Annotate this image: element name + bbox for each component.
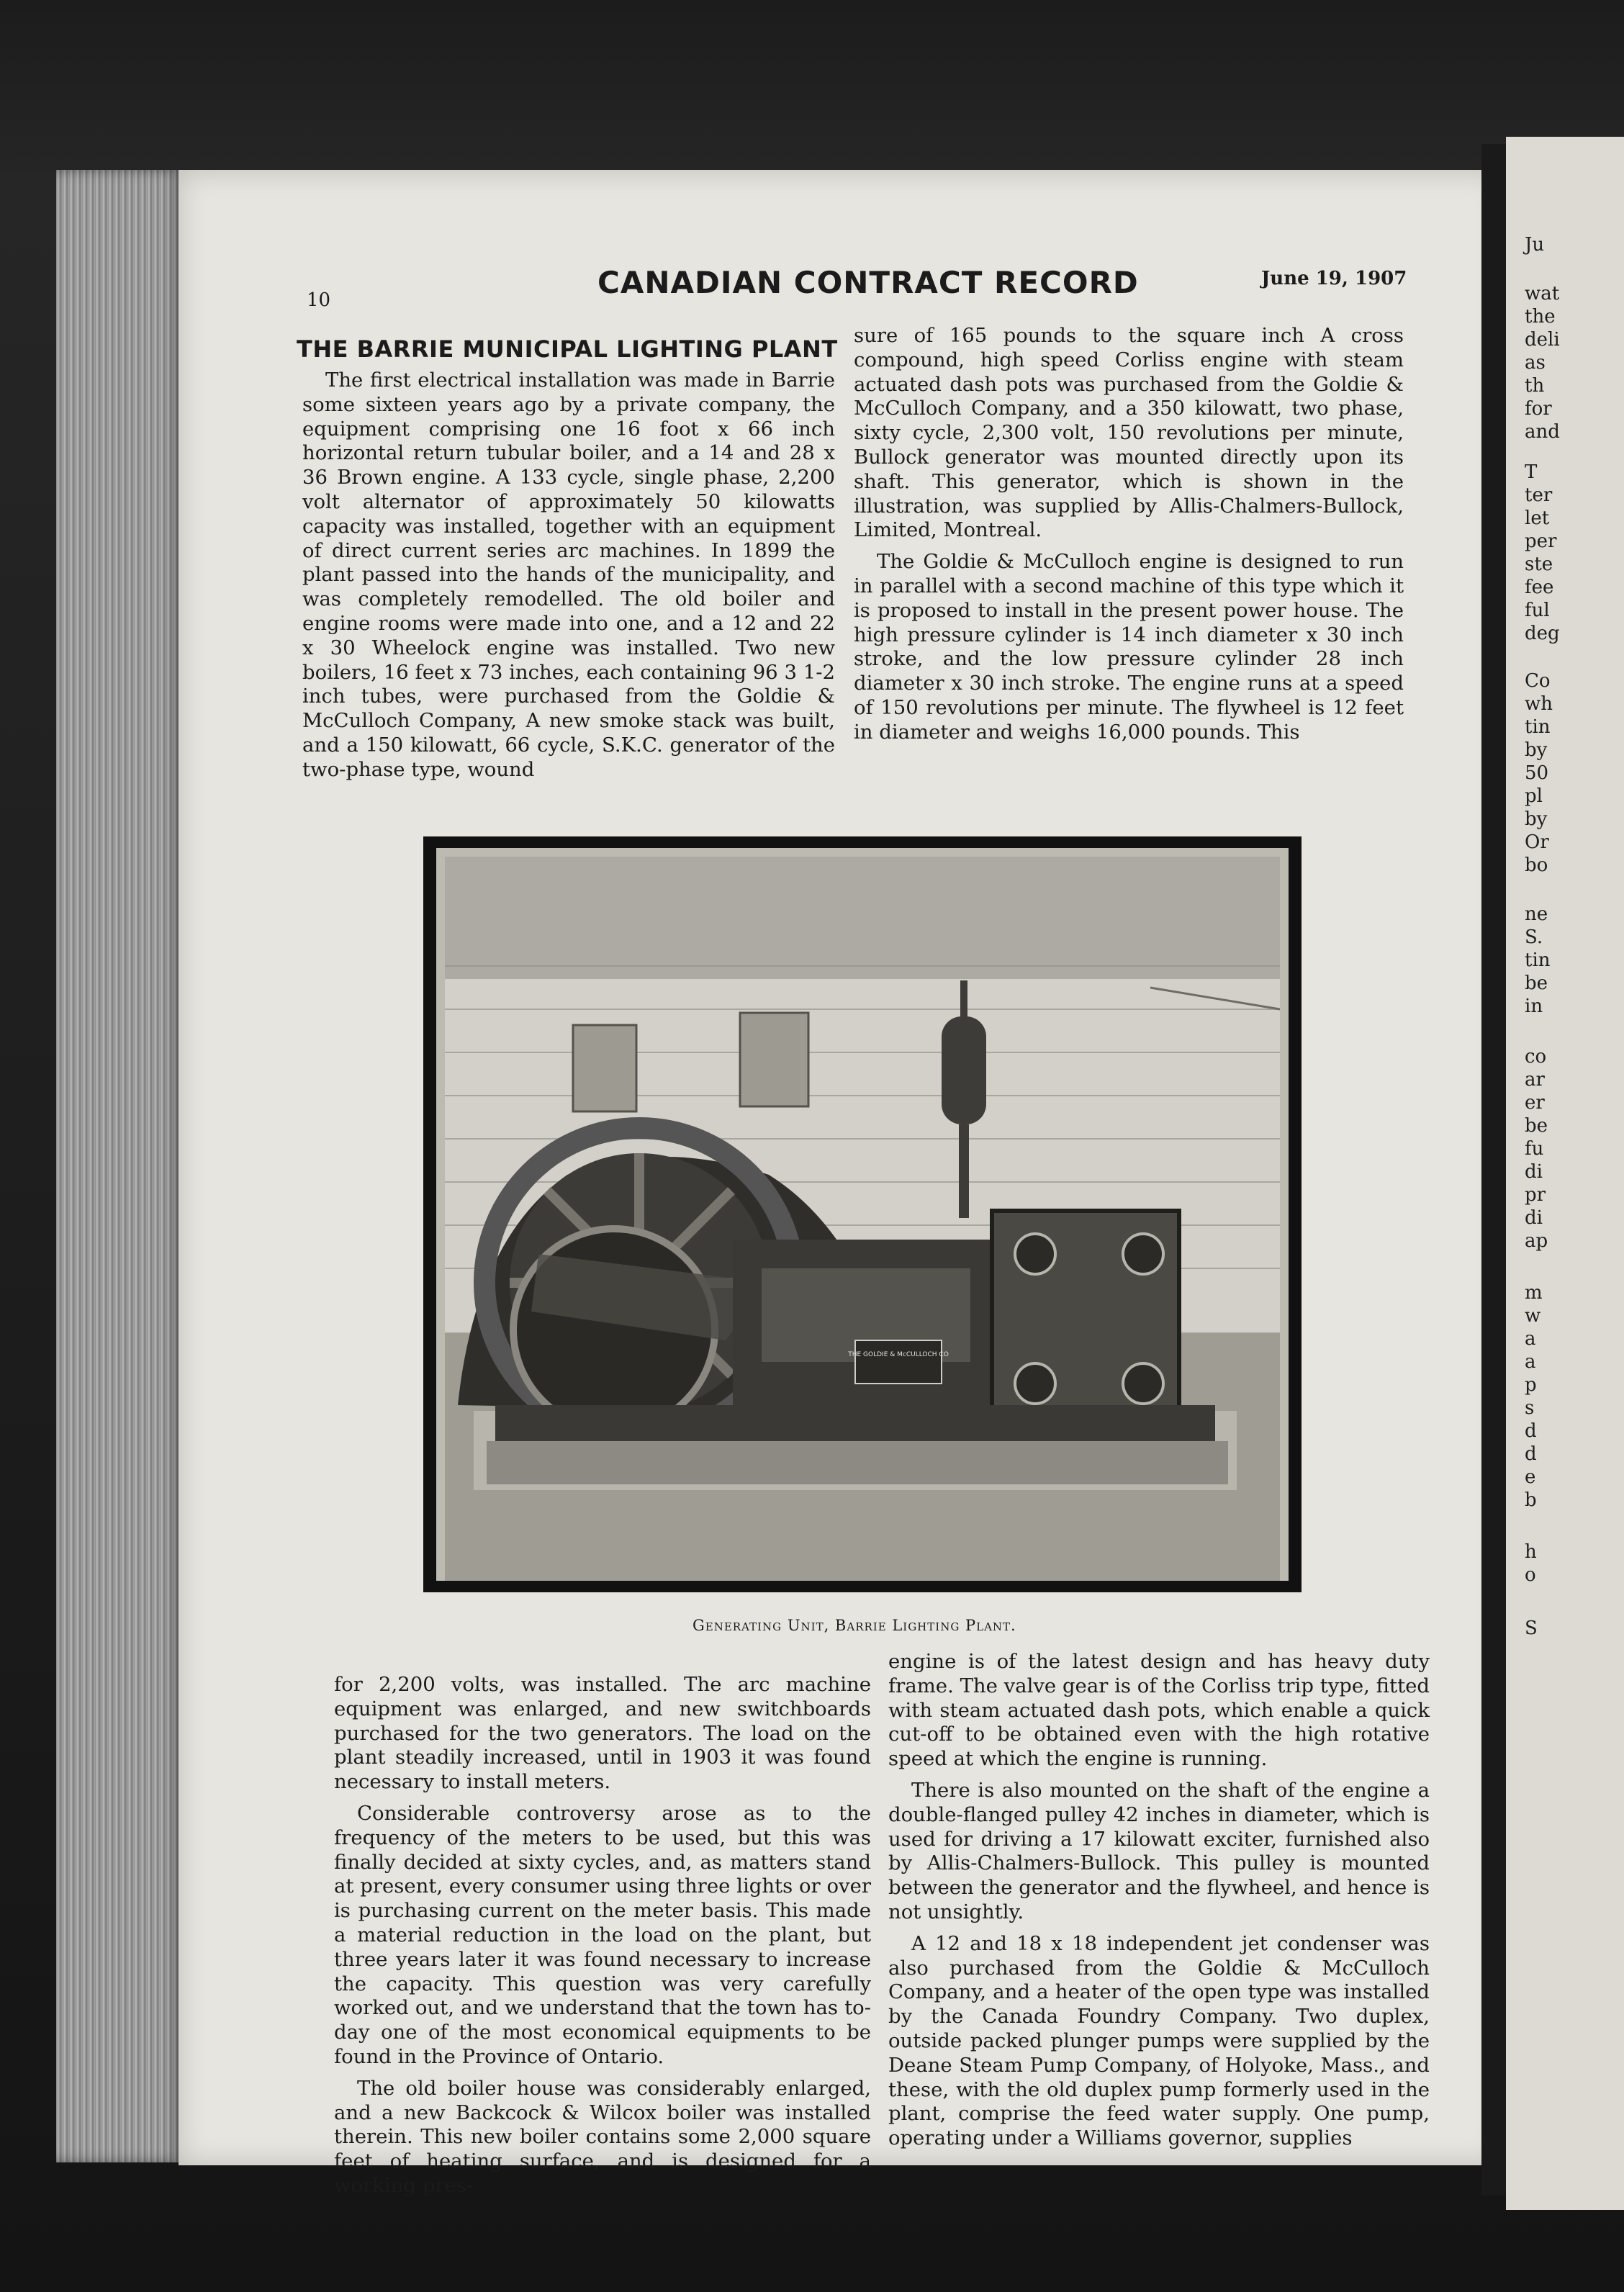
facing-page-fragment: ne <box>1525 903 1548 925</box>
facing-page-fragment: ar <box>1525 1069 1545 1091</box>
page-number: 10 <box>307 289 331 311</box>
book-page-edges <box>56 170 183 2162</box>
facing-page-fragment: h <box>1525 1541 1537 1563</box>
facing-page-fragment: co <box>1525 1046 1547 1068</box>
facing-page-fragment: fee <box>1525 577 1554 598</box>
facing-page-fragment: per <box>1525 531 1557 552</box>
facing-page-fragment: Co <box>1525 670 1551 692</box>
facing-page-fragment: Ju <box>1525 234 1545 256</box>
paragraph: A 12 and 18 x 18 independent jet condenser was also purchased from the Goldie & McCulloch Company, and a heater of the open type was installed by the Canada Foundry Company. Two duplex, outside packed plunger pumps were supplied by the Deane Steam Pump Company, of Holyoke, Mass., and these, with the old duplex pump formerly used in the plant, comprise the feed water supply. One pump, operating under a Williams governor, supplies <box>888 1931 1430 2150</box>
paragraph: The first electrical installation was made in Barrie some sixteen years ago by a private company, the equipment comprising one 16 foot x 66 inch horizontal return tubular boiler, and a 14 and 28 x 36 Brown engine. A 133 cycle, single phase, 2,200 volt alternator of approximately 50 kilowatts capacity was installed, together with an equipment of direct current series arc machines. In 1899 the plant passed into the hands of the municipality, and was completely remodelled. The old boiler and engine rooms were made into one, and a 12 and 22 x 30 Wheelock engine was installed. Two new boilers, 16 feet x 73 inches, each containing 96 3 1-2 inch tubes, were purchased from the Goldie & McCulloch Company, A new smoke stack was built, and a 150 kilowatt, 66 cycle, S.K.C. generator of the two-phase type, wound <box>302 369 835 781</box>
facing-page-fragment: T <box>1525 461 1538 483</box>
facing-page-fragment: th <box>1525 375 1545 397</box>
paragraph: The old boiler house was considerably enlarged, and a new Backcock & Wilcox boiler was installed therein. This new boiler contains some 2,000 square feet of heating surface, and is designed for a working pres- <box>334 2076 871 2197</box>
facing-page-fragment: for <box>1525 398 1552 420</box>
facing-page-fragment: wh <box>1525 693 1553 715</box>
facing-page-fragment: ter <box>1525 484 1553 506</box>
column-4 <box>888 1650 1430 2151</box>
paragraph: sure of 165 pounds to the square inch A cross compound, high speed Corliss engine with steam actuated dash pots was purchased from the Goldie & McCulloch Company, and a 350 kilowatt, two phase, sixty cycle, 2,300 volt, 150 revolutions per minute, Bullock generator was mounted directly upon its shaft. This generator, which is shown in the illustration, was supplied by Allis-Chalmers-Bullock, Limited, Montreal. <box>854 324 1404 542</box>
facing-page-fragment: Or <box>1525 831 1549 853</box>
facing-page-fragment: di <box>1525 1161 1543 1183</box>
facing-page-fragment: d <box>1525 1420 1537 1442</box>
facing-page-fragment: deli <box>1525 329 1560 351</box>
facing-page-fragment: wat <box>1525 283 1560 304</box>
engine-nameplate: THE GOLDIE & McCULLOCH CO <box>848 1351 949 1358</box>
facing-page-fragment: be <box>1525 1115 1548 1137</box>
facing-page-fragment: tin <box>1525 949 1551 971</box>
facing-page-fragment: the <box>1525 306 1556 328</box>
column-2 <box>854 324 1404 745</box>
facing-page-fragment: ful <box>1525 600 1550 621</box>
column-1 <box>302 369 835 782</box>
facing-page-fragment: by <box>1525 808 1548 830</box>
facing-page-fragment: as <box>1525 352 1546 374</box>
article-title: THE BARRIE MUNICIPAL LIGHTING PLANT <box>297 335 838 363</box>
facing-page-fragment: er <box>1525 1092 1545 1114</box>
facing-page-fragment: w <box>1525 1305 1541 1327</box>
facing-page-fragment: a <box>1525 1328 1536 1350</box>
paragraph: Considerable controversy arose as to the frequency of the meters to be used, but this was finally decided at sixty cycles, and, as matters stand at present, every consumer using three lights or over is purchasing current on the meter basis. This made a material reduction in the load on the plant, but three years later it was found necessary to increase the capacity. This question was very carefully worked out, and we understand that the town has to-day one of the most economical equipments to be found in the Province of Ontario. <box>334 1801 871 2068</box>
facing-page-fragment: ap <box>1525 1230 1548 1252</box>
facing-page <box>1506 137 1624 2210</box>
facing-page-fragment: pl <box>1525 785 1543 807</box>
facing-page-fragment: s <box>1525 1397 1535 1419</box>
facing-page-fragment: e <box>1525 1466 1536 1488</box>
facing-page-fragment: and <box>1525 421 1560 443</box>
paragraph: The Goldie & McCulloch engine is designed to run in parallel with a second machine of this type which it is proposed to install in the present power house. The high pressure cylinder is 14 inch diameter x 30 inch stroke, and the low pressure cylinder 28 inch diameter x 30 inch stroke. The engine runs at a speed of 150 revolutions per minute. The flywheel is 12 feet in diameter and weighs 16,000 pounds. This <box>854 550 1404 744</box>
facing-page-fragment: S <box>1525 1618 1538 1639</box>
facing-page-fragment: p <box>1525 1374 1537 1396</box>
figure-caption: Generating Unit, Barrie Lighting Plant. <box>693 1617 1016 1634</box>
book-gutter <box>1481 144 1506 2196</box>
facing-page-fragment: ste <box>1525 554 1553 575</box>
facing-page-fragment: pr <box>1525 1184 1546 1206</box>
facing-page-fragment: d <box>1525 1443 1537 1465</box>
facing-page-fragment: deg <box>1525 623 1560 644</box>
engine-illustration <box>423 836 1302 1592</box>
paragraph: engine is of the latest design and has heavy duty frame. The valve gear is of the Corliss trip type, fitted with steam actuated dash pots, which enable a quick cut-off to be obtained even with the high rotative speed at which the engine is running. <box>888 1650 1430 1771</box>
paragraph: for 2,200 volts, was installed. The arc machine equipment was enlarged, and new switchboards purchased for the two generators. The load on the plant steadily increased, until in 1903 it was found necessary to install meters. <box>334 1673 871 1794</box>
facing-page-fragment: a <box>1525 1351 1536 1373</box>
facing-page-fragment: let <box>1525 507 1550 529</box>
facing-page-fragment: 50 <box>1525 762 1549 784</box>
issue-date: June 19, 1907 <box>1261 268 1407 289</box>
running-header: CANADIAN CONTRACT RECORD <box>597 265 1139 300</box>
facing-page-fragment: fu <box>1525 1138 1544 1160</box>
facing-page-fragment: in <box>1525 996 1543 1017</box>
facing-page-fragment: m <box>1525 1282 1543 1304</box>
column-3 <box>334 1673 871 2198</box>
facing-page-fragment: S. <box>1525 926 1543 948</box>
facing-page-fragment: by <box>1525 739 1548 761</box>
facing-page-fragment: b <box>1525 1489 1537 1511</box>
facing-page-fragment: tin <box>1525 716 1551 738</box>
paragraph: There is also mounted on the shaft of the engine a double-flanged pulley 42 inches in diameter, which is used for driving a 17 kilowatt exciter, furnished also by Allis-Chalmers-Bullock. This pulley is mounted between the generator and the flywheel, and hence is not unsightly. <box>888 1778 1430 1923</box>
facing-page-fragment: be <box>1525 973 1548 994</box>
generating-unit-photo <box>423 836 1302 1592</box>
facing-page-fragment: di <box>1525 1207 1543 1229</box>
facing-page-fragment: bo <box>1525 854 1548 876</box>
facing-page-fragment: o <box>1525 1564 1536 1586</box>
